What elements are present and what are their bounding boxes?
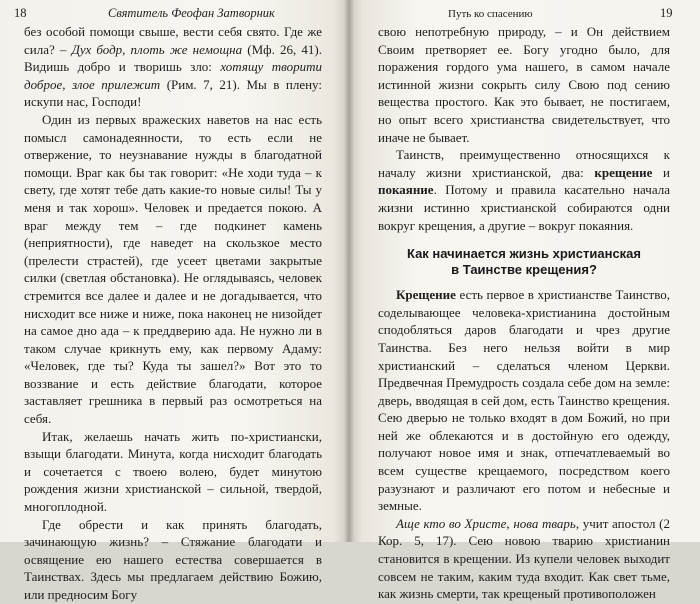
paragraph: Где обрести и как принять благодать, зачинающую жизнь? – Стяжание благодати и освящение ею нашего естества совершается в Таинствах. Здесь мы предлагаем действию Божию, или предносим Богу [24, 516, 322, 602]
left-page [0, 0, 348, 602]
text-run: (Рим. 7, 21). Мы в плену: искупи нас, Господи! [24, 76, 322, 110]
bold-term: Крещение [396, 287, 456, 303]
right-page-text [378, 23, 670, 603]
paragraph: Один из первых вражеских наветов на нас есть помысл самонадеянности, то есть если не отвержение, то неузнавание нужды в благодатной помощи. Враг как бы так говорит: «Не ходи туда – к свету, где хотят тебе дать какие-то новые силы! Ты у меня и так хорош». Человек и предается покою. А враг между тем – где подкинет камень (неприятности), где наведет на скользкое место (прелести страстей), где усеет цветами закрытые силки (светлая обстановка). Не оглядываясь, человек стремится все далее и далее и не догадывается, что нисходит все ниже и ниже, пока наконец не низойдет на самое дно ада – к преддверию ада. Не нужно ли в таком случае крикнуть ему, как первому Адаму: «Человек, где ты? Куда ты зашел?» Вот это то воззвание и есть действие благодати, которое заставляет грешника в первый раз осмотреться на себя. [24, 111, 322, 427]
text-run: без особой помощи свыше, вести себя свято. Где же сила? – [24, 24, 322, 57]
running-title: Святитель Феофан Затворник [108, 6, 275, 20]
book-gutter [344, 0, 354, 542]
paragraph [378, 515, 670, 603]
text-run: , учит апостол (2 Кор. 5, 17). Сею новою тварию христианин становится в крещении. Из купели человек выходит совсем не таким, каким туда входит. Как свет тьме, как жизнь смерти, так крещеный противоположен [378, 515, 670, 602]
text-run: (Мф. 26, 41). Видишь добро и творишь зло: [24, 41, 322, 75]
text-run: Таинств, преимущественно относящихся к началу жизни христианской, два: [378, 147, 670, 180]
page-number: 19 [660, 6, 673, 20]
scripture-quote: Аще кто во Христе, нова тварь [396, 515, 576, 531]
heading-line: в Таинстве крещения? [451, 262, 597, 278]
bold-term: крещение [594, 164, 653, 180]
section-heading [378, 246, 670, 278]
text-run: и [652, 164, 670, 180]
paragraph [24, 23, 322, 111]
paragraph: свою непотребную природу, – и Он действием Своим претворяет ее. Богу угодно было, для поражения гордого ума нашего, в самом начале истинной жизни сокрыть силу Свою под сению вещества простого. Как это бывает, не постигаем, но опыт всего христианства свидетельствует, что иначе не бывает. [378, 24, 670, 145]
running-title: Путь ко спасению [448, 8, 533, 20]
text-run: есть первое в христианстве Таинство, соделывающее человека-христианина достойным сподобляться даров благодати и чрез другие Таинства. Без него нельзя войти в мир христианский – сделаться членом Церкви. Предвечная Премудрость создала себе дом на земле: дверь, вводящая в сей дом, есть Таинство крещения. Сею дверью не только входят в дом Божий, но при ней же облекаются и в достойную его одежду, получают новое имя и знак, отпечатлеваемый во всем существе крещаемого, посредством коего разузнают и различают его потом и небесные и земные. [378, 287, 670, 514]
bold-term: покаяние [378, 182, 434, 198]
right-page [348, 0, 700, 602]
heading-line: Как начинается жизнь христианская [406, 246, 641, 262]
text-run: . Потому и правила касательно начала жизни истинно христианской собираются одни вокруг крещения, а другие – вокруг покаяния. [378, 182, 670, 233]
paragraph [378, 146, 670, 234]
scripture-quote: Дух бодр, плоть же немощна [71, 41, 243, 57]
left-page-text [24, 23, 322, 604]
paragraph: Итак, желаешь начать жить по-христиански, взыщи благодати. Минута, когда нисходит благодать и сочетается с твоею волею, будет минутою рождения жизни христианской – сильной, твердой, многоплодной. [24, 428, 322, 515]
scripture-quote: хотящу творити доброе, злое прилежит [24, 59, 322, 92]
paragraph [378, 286, 670, 515]
page-number: 18 [14, 6, 27, 20]
